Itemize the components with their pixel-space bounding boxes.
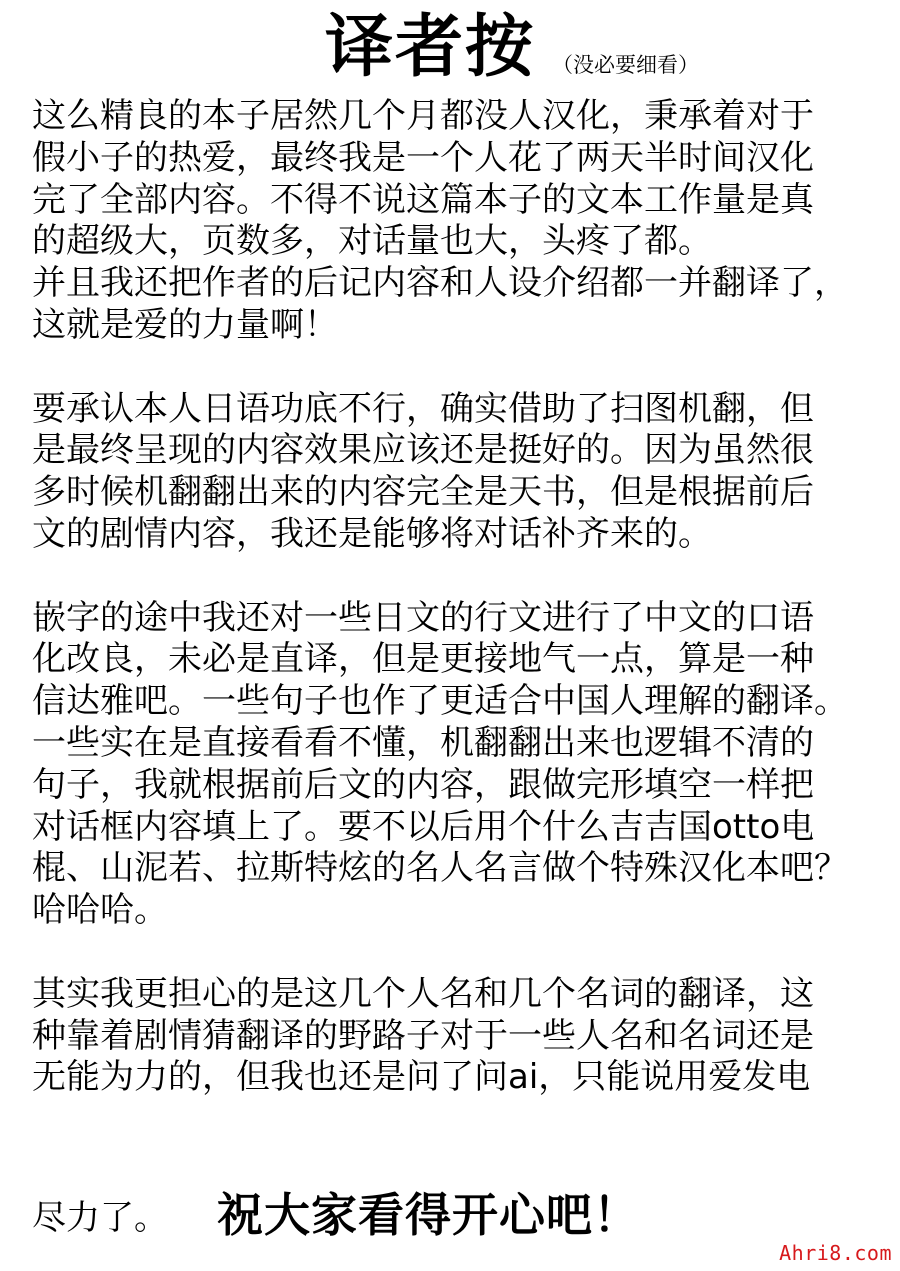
closing-line	[32, 1180, 882, 1250]
watermark: Ahri8.com	[779, 1241, 892, 1265]
closing-wish: 祝大家看得开心吧！	[217, 1188, 640, 1242]
paragraph-gap	[32, 932, 882, 974]
header	[0, 8, 900, 88]
body-text	[32, 96, 882, 1099]
closing-text: 尽力了。	[32, 1198, 168, 1238]
page-subtitle: （没必要细看）	[552, 53, 699, 77]
paragraph-gap	[32, 556, 882, 598]
paragraph: 要承认本人日语功底不行，确实借助了扫图机翻，但 是最终呈现的内容效果应该还是挺好的。因为虽然很 多时候机翻翻出来的内容完全是天书，但是根据前后 文的剧情内容，我还是能够将对话补齐来的。	[32, 388, 814, 554]
paragraph: 其实我更担心的是这几个人名和几个名词的翻译，这 种靠着剧情猜翻译的野路子对于一些人名和名词还是 无能为力的，但我也还是问了问ai，只能说用爱发电	[32, 973, 814, 1098]
paragraph: 这么精良的本子居然几个月都没人汉化，秉承着对于 假小子的热爱，最终我是一个人花了两天半时间汉化 完了全部内容。不得不说这篇本子的文本工作量是真 的超级大，页数多，对话量也大，头疼了都。 并且我还把作者的后记内容和人设介绍都一并翻译了， 这就是爱的力量啊！	[32, 96, 848, 345]
paragraph: 嵌字的途中我还对一些日文的行文进行了中文的口语 化改良，未必是直译，但是更接地气一点，算是一种 信达雅吧。一些句子也作了更适合中国人理解的翻译。 一些实在是直接看看不懂，机翻翻出来也逻辑不清的 句子，我就根据前后文的内容，跟做完形填空一样把 对话框内容填上了。要不以后用个什么吉吉国otto电 棍、山泥若、拉斯特炫的名人名言做个特殊汉化本吧？ 哈哈哈。	[32, 597, 848, 931]
paragraph-gap	[32, 347, 882, 389]
page-title: 译者按	[325, 8, 536, 87]
